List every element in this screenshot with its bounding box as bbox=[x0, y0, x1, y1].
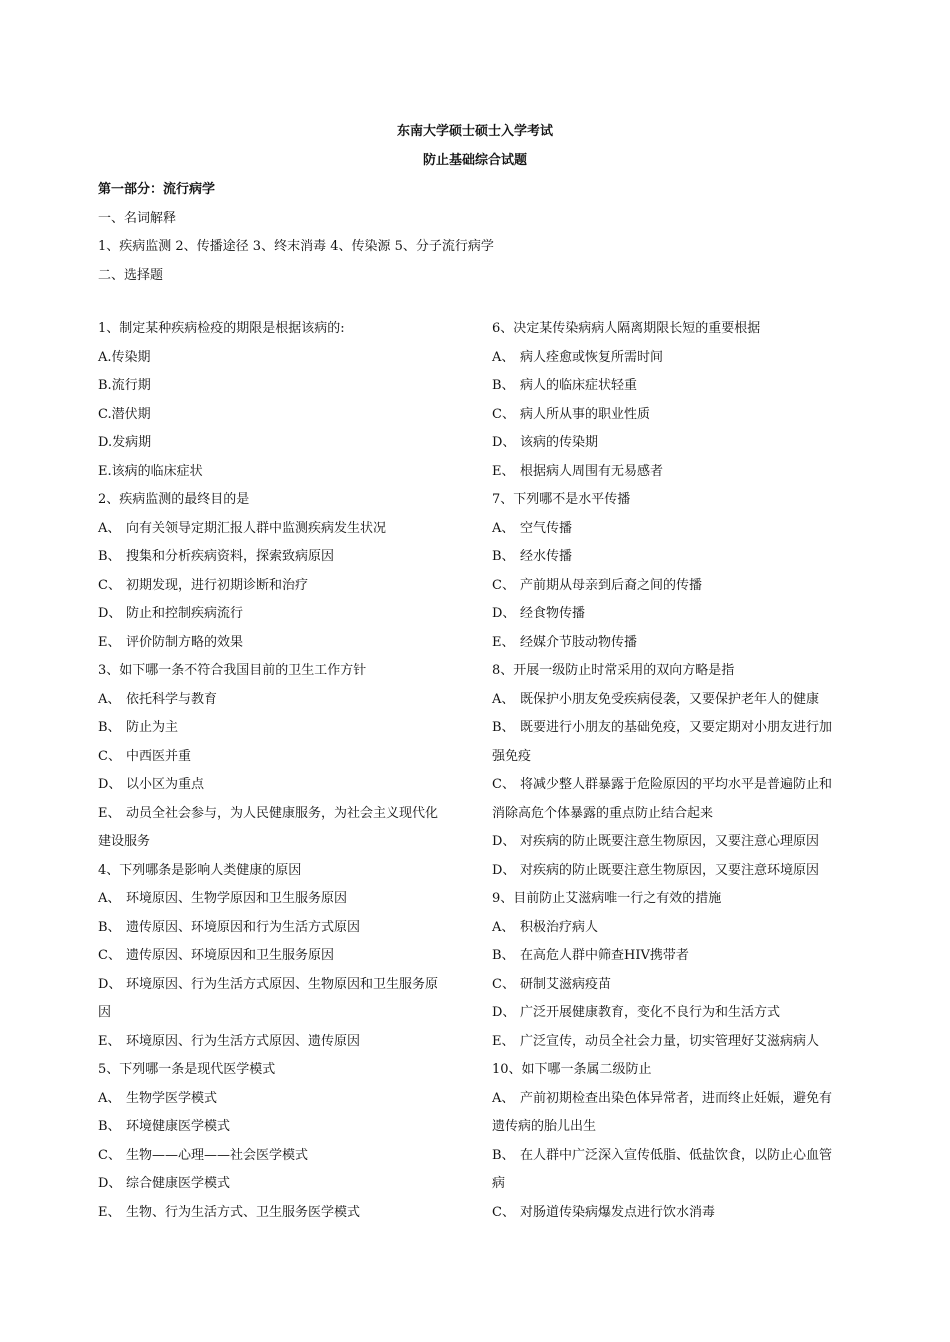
option-text: 对疾病的防止既要注意生物原因，又要注意环境原因 bbox=[520, 862, 820, 878]
option-letter: C、 bbox=[98, 1147, 121, 1163]
option-letter: C、 bbox=[98, 948, 121, 963]
answer-option bbox=[98, 344, 460, 373]
answer-option bbox=[492, 572, 852, 601]
answer-option bbox=[98, 1028, 460, 1057]
option-text: 环境健康医学模式 bbox=[126, 1119, 231, 1134]
answer-option bbox=[98, 743, 460, 772]
answer-option bbox=[492, 372, 852, 401]
option-letter: D、 bbox=[98, 976, 122, 992]
right-column bbox=[492, 315, 852, 1227]
option-text: 经媒介节肢动物传播 bbox=[520, 634, 638, 650]
answer-option bbox=[492, 458, 852, 487]
option-text: 该病的临床症状 bbox=[111, 463, 203, 479]
question-text: 2、疾病监测的最终目的是 bbox=[98, 492, 250, 507]
option-text-continued: 遗传病的胎儿出生 bbox=[492, 1119, 597, 1134]
left-column bbox=[98, 315, 460, 1227]
option-text: 空气传播 bbox=[520, 520, 573, 536]
option-letter: C、 bbox=[492, 777, 515, 792]
answer-option bbox=[98, 629, 460, 658]
option-letter: C、 bbox=[492, 1204, 515, 1220]
option-letter: A、 bbox=[492, 349, 515, 365]
question-text: 9、目前防止艾滋病唯一行之有效的措施 bbox=[492, 891, 722, 906]
option-letter: B、 bbox=[98, 720, 121, 735]
option-letter: C、 bbox=[492, 976, 515, 992]
answer-option bbox=[492, 600, 852, 629]
option-letter: C. bbox=[98, 406, 112, 422]
option-text: 发病期 bbox=[112, 435, 152, 450]
question-text: 10、如下哪一条属二级防止 bbox=[492, 1062, 652, 1077]
option-text: 传染期 bbox=[111, 349, 151, 365]
option-text: 研制艾滋病疫苗 bbox=[520, 976, 612, 992]
answer-option bbox=[492, 971, 852, 1000]
option-letter: E. bbox=[98, 463, 112, 479]
option-text: 产前初期检查出染色体异常者，进而终止妊娠，避免有 bbox=[520, 1090, 833, 1106]
answer-option bbox=[98, 600, 460, 629]
option-text: 防止为主 bbox=[126, 720, 179, 735]
option-letter: E、 bbox=[492, 1033, 515, 1049]
option-text: 既保护小朋友免受疾病侵袭，又要保护老年人的健康 bbox=[520, 691, 820, 707]
answer-option bbox=[98, 515, 460, 544]
option-text: 积极治疗病人 bbox=[520, 919, 599, 935]
option-text: 病人痊愈或恢复所需时间 bbox=[520, 349, 664, 365]
option-letter: D、 bbox=[492, 606, 516, 621]
option-letter: A、 bbox=[98, 1090, 121, 1106]
option-text-continued: 因 bbox=[98, 1005, 112, 1020]
option-letter: B. bbox=[98, 378, 112, 393]
option-text: 生物、行为生活方式、卫生服务医学模式 bbox=[126, 1204, 361, 1220]
answer-option bbox=[492, 771, 852, 800]
answer-option bbox=[98, 1170, 460, 1199]
answer-option bbox=[492, 1085, 852, 1114]
option-text-continued: 建设服务 bbox=[98, 834, 151, 849]
option-text: 生物学医学模式 bbox=[126, 1090, 218, 1106]
option-letter: D、 bbox=[492, 834, 516, 849]
answer-option bbox=[492, 629, 852, 658]
option-text: 该病的传染期 bbox=[520, 435, 599, 450]
option-text: 环境原因、行为生活方式原因、遗传原因 bbox=[126, 1033, 361, 1049]
option-text: 广泛宣传，动员全社会力量，切实管理好艾滋病病人 bbox=[520, 1033, 820, 1049]
option-letter: A、 bbox=[98, 691, 121, 707]
option-letter: E、 bbox=[492, 634, 515, 650]
option-letter: A、 bbox=[492, 691, 515, 707]
answer-option bbox=[98, 942, 460, 971]
answer-option bbox=[492, 1142, 852, 1171]
exam-subtitle: 防止基础综合试题 bbox=[422, 153, 527, 168]
answer-option bbox=[492, 714, 852, 743]
answer-option bbox=[492, 344, 852, 373]
answer-option bbox=[98, 372, 460, 401]
answer-option bbox=[492, 999, 852, 1028]
answer-option bbox=[98, 885, 460, 914]
option-text: 广泛开展健康教育，变化不良行为和生活方式 bbox=[520, 1005, 781, 1020]
answer-option bbox=[98, 971, 460, 1000]
answer-option bbox=[492, 429, 852, 458]
option-text: 将减少整人群暴露于危险原因的平均水平是普遍防止和 bbox=[520, 777, 833, 792]
question-text: 8、开展一级防止时常采用的双向方略是指 bbox=[492, 663, 735, 678]
answer-option bbox=[98, 1113, 460, 1142]
question-text: 3、如下哪一条不符合我国目前的卫生工作方针 bbox=[98, 663, 367, 678]
option-letter: B、 bbox=[492, 948, 515, 963]
option-letter: E、 bbox=[98, 1204, 121, 1220]
option-letter: B、 bbox=[98, 549, 121, 564]
option-text: 环境原因、生物学原因和卫生服务原因 bbox=[126, 891, 348, 906]
option-letter: B、 bbox=[98, 1119, 121, 1134]
option-letter: A、 bbox=[492, 919, 515, 935]
answer-option bbox=[98, 914, 460, 943]
exam-title: 东南大学硕士硕士入学考试 bbox=[396, 124, 553, 139]
option-letter: E、 bbox=[98, 805, 121, 821]
question-text: 6、决定某传染病病人隔离期限长短的重要根据 bbox=[492, 321, 761, 336]
option-letter: B、 bbox=[492, 720, 515, 735]
option-text: 搜集和分析疾病资料，探索致病原因 bbox=[126, 549, 335, 564]
answer-option bbox=[492, 686, 852, 715]
option-text: 经水传播 bbox=[520, 549, 573, 564]
option-text: 依托科学与教育 bbox=[126, 691, 218, 707]
option-text: 综合健康医学模式 bbox=[126, 1176, 231, 1191]
answer-option bbox=[492, 401, 852, 430]
answer-option bbox=[492, 942, 852, 971]
option-text: 在人群中广泛深入宣传低脂、低盐饮食，以防止心血管 bbox=[520, 1147, 833, 1163]
answer-option bbox=[98, 771, 460, 800]
option-letter: D、 bbox=[492, 1005, 516, 1020]
question-text: 7、下列哪不是水平传播 bbox=[492, 492, 631, 507]
option-text: 环境原因、行为生活方式原因、生物原因和卫生服务原 bbox=[126, 976, 439, 992]
section-heading-choice: 二、选择题 bbox=[98, 267, 164, 283]
option-text: 中西医并重 bbox=[126, 748, 192, 764]
option-text: 病人的临床症状轻重 bbox=[520, 378, 638, 393]
option-letter: D、 bbox=[98, 777, 122, 792]
intro-section bbox=[98, 176, 858, 290]
option-text: 潜伏期 bbox=[111, 406, 151, 422]
option-text: 在高危人群中筛查HIV携带者 bbox=[520, 948, 689, 963]
option-text-continued: 消除高危个体暴露的重点防止结合起来 bbox=[492, 805, 714, 821]
option-text: 向有关领导定期汇报人群中监测疾病发生状况 bbox=[126, 520, 387, 536]
answer-option bbox=[492, 1028, 852, 1057]
option-text: 经食物传播 bbox=[520, 606, 586, 621]
option-text: 遗传原因、环境原因和卫生服务原因 bbox=[126, 948, 335, 963]
option-letter: D、 bbox=[492, 435, 516, 450]
option-letter: C、 bbox=[98, 748, 121, 764]
answer-option bbox=[492, 1199, 852, 1228]
section-heading-terms: 一、名词解释 bbox=[98, 210, 177, 226]
option-letter: A、 bbox=[492, 520, 515, 536]
option-letter: C、 bbox=[492, 406, 515, 422]
answer-option bbox=[98, 401, 460, 430]
option-letter: A、 bbox=[98, 520, 121, 536]
option-letter: A、 bbox=[492, 1090, 515, 1106]
option-text: 防止和控制疾病流行 bbox=[126, 606, 244, 621]
answer-option bbox=[98, 1142, 460, 1171]
option-text: 以小区为重点 bbox=[126, 777, 205, 792]
answer-option bbox=[492, 914, 852, 943]
option-text-continued: 强免疫 bbox=[492, 748, 532, 764]
question-text: 1、制定某种疾病检疫的期限是根据该病的: bbox=[98, 321, 345, 336]
option-letter: B、 bbox=[492, 549, 515, 564]
option-text: 动员全社会参与，为人民健康服务，为社会主义现代化 bbox=[126, 805, 439, 821]
option-letter: B、 bbox=[98, 919, 121, 935]
option-text: 根据病人周围有无易感者 bbox=[520, 463, 664, 479]
part-heading: 第一部分：流行病学 bbox=[98, 182, 216, 197]
option-letter: C、 bbox=[492, 577, 515, 593]
answer-option bbox=[98, 800, 460, 829]
option-letter: E、 bbox=[492, 463, 515, 479]
answer-option bbox=[98, 458, 460, 487]
answer-option bbox=[98, 1199, 460, 1228]
answer-option bbox=[98, 686, 460, 715]
option-letter: A. bbox=[98, 349, 112, 365]
option-letter: B、 bbox=[492, 378, 515, 393]
answer-option bbox=[98, 714, 460, 743]
answer-option bbox=[492, 857, 852, 886]
option-text: 初期发现，进行初期诊断和治疗 bbox=[126, 577, 309, 593]
option-letter: D. bbox=[98, 435, 113, 450]
option-text: 对疾病的防止既要注意生物原因，又要注意心理原因 bbox=[520, 834, 820, 849]
option-text: 产前期从母亲到后裔之间的传播 bbox=[520, 577, 703, 593]
option-letter: D、 bbox=[492, 862, 516, 878]
option-letter: E、 bbox=[98, 634, 121, 650]
option-text: 病人所从事的职业性质 bbox=[520, 406, 651, 422]
option-letter: D、 bbox=[98, 606, 122, 621]
option-letter: D、 bbox=[98, 1176, 122, 1191]
answer-option bbox=[492, 543, 852, 572]
option-text: 遗传原因、环境原因和行为生活方式原因 bbox=[126, 919, 361, 935]
answer-option bbox=[98, 429, 460, 458]
question-text: 5、下列哪一条是现代医学模式 bbox=[98, 1062, 276, 1077]
answer-option bbox=[98, 1085, 460, 1114]
answer-option bbox=[98, 572, 460, 601]
option-text: 评价防制方略的效果 bbox=[126, 634, 244, 650]
answer-option bbox=[492, 828, 852, 857]
question-text: 4、下列哪条是影响人类健康的原因 bbox=[98, 862, 302, 878]
answer-option bbox=[492, 515, 852, 544]
option-text: 流行期 bbox=[111, 378, 151, 393]
option-letter: B、 bbox=[492, 1147, 515, 1163]
option-letter: C、 bbox=[98, 577, 121, 593]
option-letter: A、 bbox=[98, 891, 121, 906]
option-text-continued: 病 bbox=[492, 1176, 506, 1191]
answer-option bbox=[98, 543, 460, 572]
terms-list: 1、疾病监测 2、传播途径 3、终末消毒 4、传染源 5、分子流行病学 bbox=[98, 239, 494, 254]
option-letter: E、 bbox=[98, 1033, 121, 1049]
option-text: 对肠道传染病爆发点进行饮水消毒 bbox=[520, 1204, 716, 1220]
option-text: 既要进行小朋友的基础免疫，又要定期对小朋友进行加 bbox=[520, 720, 833, 735]
option-text: 生物——心理——社会医学模式 bbox=[126, 1147, 309, 1163]
